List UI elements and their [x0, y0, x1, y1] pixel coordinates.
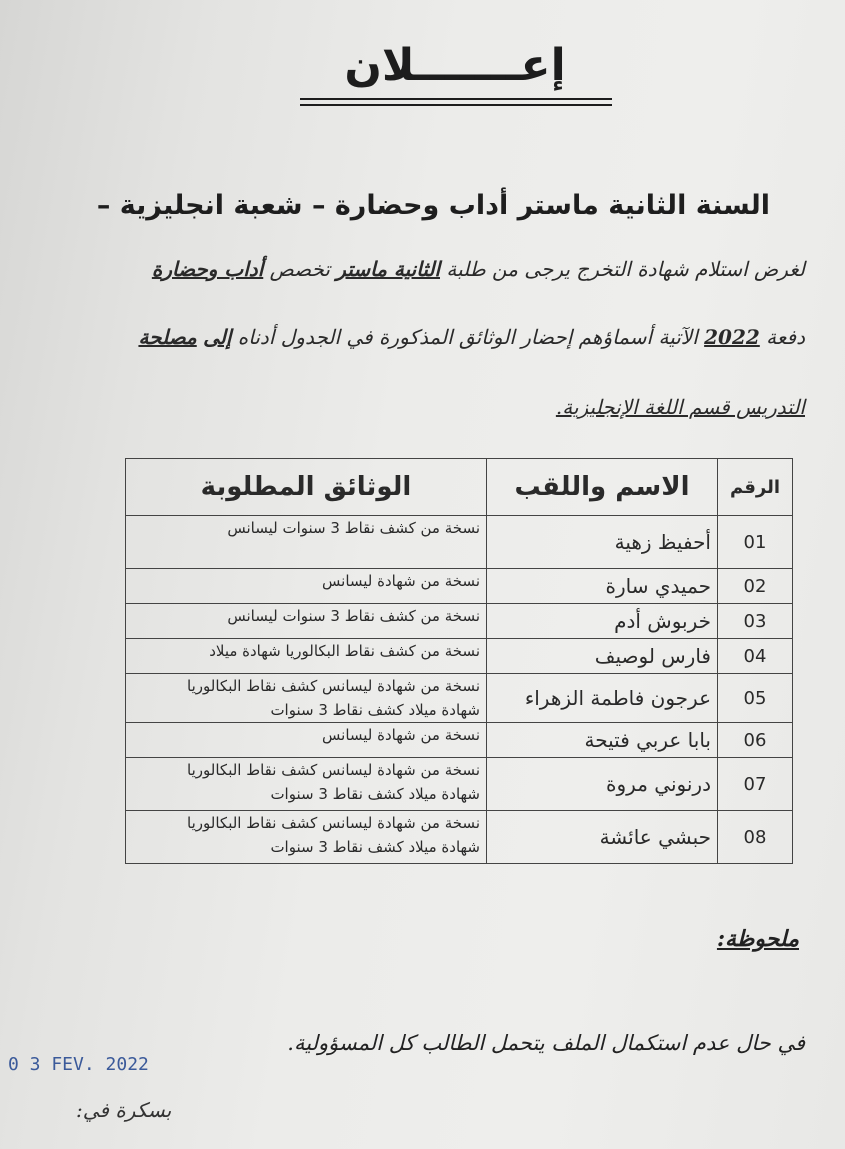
- row-number: 05: [718, 674, 793, 723]
- row-number: 01: [718, 516, 793, 569]
- place-signature-line: بسكرة في:: [76, 1098, 172, 1122]
- row-documents: [126, 723, 487, 758]
- paragraph-department: التدريس قسم اللغة الإنجليزية.: [555, 395, 805, 419]
- doc-line: نسخة من شهادة ليسانس: [322, 572, 480, 590]
- row-documents: [126, 758, 487, 811]
- row-name: أحفيظ زهية: [487, 516, 718, 569]
- table-row: [126, 758, 793, 811]
- paragraph-emphasis: أداب وحضارة: [151, 257, 264, 281]
- documents-table: [125, 458, 793, 864]
- paragraph-emphasis: مصلحة: [138, 325, 197, 349]
- paragraph-text: دفعة: [759, 325, 805, 349]
- row-name: درنوني مروة: [487, 758, 718, 811]
- row-documents: [126, 674, 487, 723]
- paragraph-line-2: [138, 322, 805, 352]
- table-row: [126, 639, 793, 674]
- row-number: 07: [718, 758, 793, 811]
- row-name: فارس لوصيف: [487, 639, 718, 674]
- doc-line: شهادة ميلاد كشف نقاط 3 سنوات: [270, 701, 480, 719]
- table-header-row: [126, 459, 793, 516]
- row-documents: [126, 569, 487, 604]
- row-number: 04: [718, 639, 793, 674]
- row-documents: [126, 604, 487, 639]
- row-number: 02: [718, 569, 793, 604]
- paragraph-line-3: [556, 392, 805, 422]
- row-name: حبشي عائشة: [487, 811, 718, 864]
- subtitle: السنة الثانية ماستر أداب وحضارة – شعبة انجليزية –: [96, 190, 770, 221]
- row-name: خربوش أدم: [487, 604, 718, 639]
- doc-line: نسخة من شهادة ليسانس كشف نقاط البكالوريا: [187, 761, 480, 779]
- table-row: [126, 723, 793, 758]
- doc-line: نسخة من شهادة ليسانس كشف نقاط البكالوريا: [187, 814, 480, 832]
- table-row: [126, 569, 793, 604]
- paragraph-line-1: [152, 254, 805, 284]
- header-name: الاسم واللقب: [487, 459, 718, 516]
- doc-line: شهادة ميلاد كشف نقاط 3 سنوات: [270, 838, 480, 856]
- row-number: 06: [718, 723, 793, 758]
- paragraph-text: تخصص: [263, 257, 337, 281]
- paragraph-year: 2022: [704, 325, 760, 349]
- row-name: عرجون فاطمة الزهراء: [487, 674, 718, 723]
- note-label: ملحوظة:: [716, 926, 799, 952]
- row-documents: [126, 516, 487, 569]
- paragraph-emphasis: إلى: [203, 325, 232, 349]
- title-underline: [300, 98, 612, 100]
- paragraph-emphasis: الثانية ماستر: [336, 257, 440, 281]
- announcement-title: إعـــــــلان: [344, 40, 566, 91]
- doc-line: شهادة ميلاد كشف نقاط 3 سنوات: [270, 785, 480, 803]
- row-documents: [126, 811, 487, 864]
- row-name: بابا عربي فتيحة: [487, 723, 718, 758]
- doc-line: نسخة من كشف نقاط البكالوريا شهادة ميلاد: [209, 642, 480, 660]
- note-text: في حال عدم استكمال الملف يتحمل الطالب كل المسؤولية.: [287, 1031, 805, 1055]
- doc-line: نسخة من شهادة ليسانس: [322, 726, 480, 744]
- table-row: [126, 674, 793, 723]
- doc-line: نسخة من كشف نقاط 3 سنوات ليسانس: [227, 607, 480, 625]
- title-underline-2: [300, 104, 612, 106]
- doc-line: نسخة من شهادة ليسانس كشف نقاط البكالوريا: [187, 677, 480, 695]
- row-number: 03: [718, 604, 793, 639]
- row-name: حميدي سارة: [487, 569, 718, 604]
- paragraph-text: الآتية أسماؤهم إحضار الوثائق المذكورة في الجدول أدناه: [231, 325, 705, 349]
- row-documents: [126, 639, 487, 674]
- doc-line: نسخة من كشف نقاط 3 سنوات ليسانس: [227, 519, 480, 537]
- date-stamp: 0 3 FEV. 2022: [8, 1054, 149, 1075]
- header-documents: الوثائق المطلوبة: [126, 459, 487, 516]
- row-number: 08: [718, 811, 793, 864]
- paragraph-text: لغرض استلام شهادة التخرج يرجى من طلبة: [440, 257, 805, 281]
- table-row: [126, 811, 793, 864]
- header-number: الرقم: [718, 459, 793, 516]
- table-row: [126, 604, 793, 639]
- table-row: [126, 516, 793, 569]
